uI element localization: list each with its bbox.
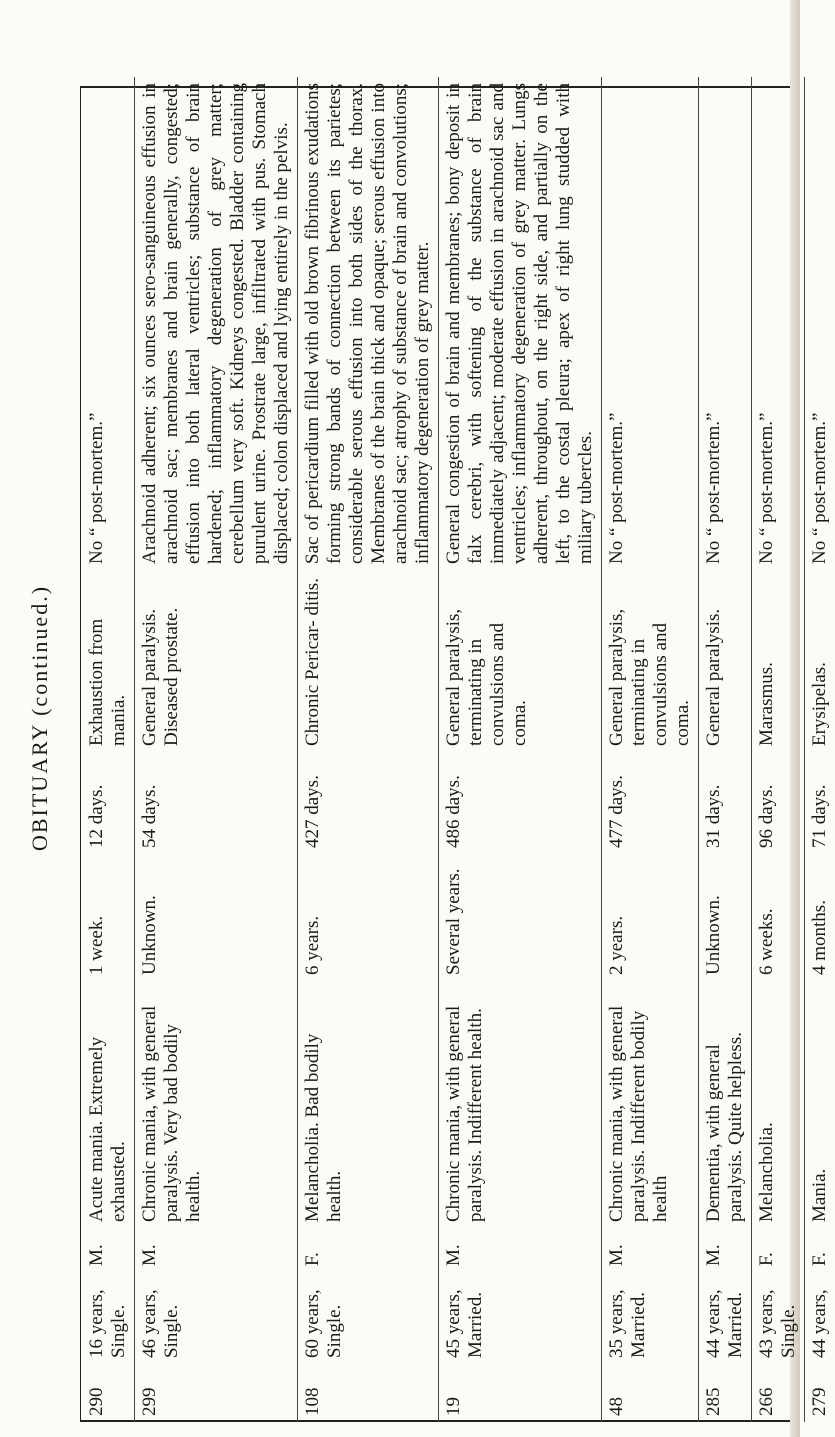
- age-and-civil-state-cell: 44 years, Married.: [699, 1272, 752, 1364]
- age-and-civil-state-cell: 45 years, Married.: [439, 1272, 602, 1364]
- sex-cell: F.: [298, 1228, 439, 1272]
- table-row: [752, 77, 805, 1422]
- duration-of-disease-cell: 6 years.: [298, 854, 439, 981]
- register-number-cell: 48: [602, 1364, 699, 1422]
- duration-of-disease-cell: Unknown.: [135, 854, 298, 981]
- obituary-table: [82, 77, 835, 1422]
- residence-cell: 486 days.: [439, 752, 602, 854]
- residence-cell: 54 days.: [135, 752, 298, 854]
- form-of-disease-cell: Chronic mania, with general paralysis. Very bad bodily health.: [135, 981, 298, 1228]
- cause-of-death-cell: Marasmus.: [752, 570, 805, 752]
- register-number-cell: 279: [809, 1387, 830, 1416]
- table-row: [699, 77, 752, 1422]
- cause-of-death-cell: Erysipelas.: [809, 662, 830, 746]
- sex-cell: M.: [82, 1228, 135, 1272]
- post-mortem-appearances-cell: No “ post-mortem.”: [752, 77, 805, 570]
- post-mortem-appearances-cell: No “ post-mortem.”: [809, 412, 830, 564]
- sex-cell: M.: [135, 1228, 298, 1272]
- post-mortem-appearances-cell: No “ post-mortem.”: [602, 77, 699, 570]
- age-and-civil-state-cell: 16 years, Single.: [82, 1272, 135, 1364]
- register-number-cell: 290: [82, 1364, 135, 1422]
- age-and-civil-state-cell: 46 years, Single.: [135, 1272, 298, 1364]
- obituary-table-wrap: [82, 77, 830, 1422]
- residence-cell: 12 days.: [82, 752, 135, 854]
- duration-of-disease-cell: Several years.: [439, 854, 602, 981]
- page-title-text: OBITUARY (continued.): [27, 584, 52, 852]
- age-and-civil-state-cell: 43 years, Single.: [752, 1272, 805, 1364]
- duration-of-disease-cell: 6 weeks.: [752, 854, 805, 981]
- sex-cell: M.: [699, 1228, 752, 1272]
- form-of-disease-cell: Melancholia. Bad bodily health.: [298, 981, 439, 1228]
- sex-cell: F.: [809, 1252, 830, 1266]
- cause-of-death-cell: Exhaustion from mania.: [82, 570, 135, 752]
- form-of-disease-cell: Acute mania. Extremely exhausted.: [82, 981, 135, 1228]
- cause-of-death-cell: General paralysis.: [699, 570, 752, 752]
- age-and-civil-state-cell: 44 years,: [809, 1289, 830, 1358]
- duration-of-disease-cell: 2 years.: [602, 854, 699, 981]
- age-and-civil-state-cell: 60 years, Single.: [298, 1272, 439, 1364]
- sex-cell: M.: [439, 1228, 602, 1272]
- form-of-disease-cell: Chronic mania, with general paralysis. Indifferent health.: [439, 981, 602, 1228]
- residence-cell: 96 days.: [752, 752, 805, 854]
- cause-of-death-cell: General paralysis, terminating in convulsions and coma.: [602, 570, 699, 752]
- register-number-cell: 108: [298, 1364, 439, 1422]
- rule-left: [80, 86, 81, 1422]
- duration-of-disease-cell: 1 week.: [82, 854, 135, 981]
- age-and-civil-state-cell: 35 years, Married.: [602, 1272, 699, 1364]
- post-mortem-appearances-cell: No “ post-mortem.”: [699, 77, 752, 570]
- table-row: [439, 77, 602, 1422]
- register-number-cell: 299: [135, 1364, 298, 1422]
- cause-of-death-cell: General paralysis, terminating in convulsions and coma.: [439, 570, 602, 752]
- table-row: [82, 77, 135, 1422]
- residence-cell: 31 days.: [699, 752, 752, 854]
- duration-of-disease-cell: Unknown.: [699, 854, 752, 981]
- post-mortem-appearances-cell: General congestion of brain and membranes; bony deposit in falx cerebri, with softening of the substance of brain immediately adjacent; moderate effusion in arachnoid sac and ventricles; inflammatory degeneration of grey matter. Lungs adherent, throughout, on the right side, and partially on the left, to the costal pleura; apex of right lung studded with miliary tubercles.: [439, 77, 602, 570]
- post-mortem-appearances-cell: Arachnoid adherent; six ounces sero-sanguineous effusion in arachnoid sac; membranes and brain generally, congested; effusion into both lateral ventricles; substance of brain hardened; inflammatory degeneration of grey matter; cerebellum very soft. Kidneys congested. Bladder containing purulent urine. Prostrate large, infiltrated with pus. Stomach displaced; colon displaced and lying entirely in the pelvis.: [135, 77, 298, 570]
- post-mortem-appearances-cell: Sac of pericardium filled with old brown fibrinous exudations forming strong bands of connection between its parietes; considerable serous effusion into both sides of the thorax. Membranes of the brain thick and opaque; serous effusion into arachnoid sac; atrophy of substance of brain and convolutions; inflammatory degeneration of grey matter.: [298, 77, 439, 570]
- table-row: [805, 77, 835, 1422]
- duration-of-disease-cell: 4 months.: [809, 900, 830, 975]
- table-row: [135, 77, 298, 1422]
- cause-of-death-cell: Chronic Pericar- ditis.: [298, 570, 439, 752]
- form-of-disease-cell: Melancholia.: [752, 981, 805, 1228]
- register-number-cell: 266: [752, 1364, 805, 1422]
- form-of-disease-cell: Dementia, with general paralysis. Quite helpless.: [699, 981, 752, 1228]
- post-mortem-appearances-cell: No “ post-mortem.”: [82, 77, 135, 570]
- table-row: [298, 77, 439, 1422]
- residence-cell: 427 days.: [298, 752, 439, 854]
- sex-cell: F.: [752, 1228, 805, 1272]
- form-of-disease-cell: Chronic mania, with general paralysis. Indifferent bodily health: [602, 981, 699, 1228]
- cause-of-death-cell: General paralysis. Diseased prostate.: [135, 570, 298, 752]
- residence-cell: 71 days.: [809, 784, 830, 848]
- residence-cell: 477 days.: [602, 752, 699, 854]
- register-number-cell: 285: [699, 1364, 752, 1422]
- table-row: [602, 77, 699, 1422]
- sex-cell: M.: [602, 1228, 699, 1272]
- register-number-cell: 19: [439, 1364, 602, 1422]
- form-of-disease-cell: Mania.: [809, 1168, 830, 1222]
